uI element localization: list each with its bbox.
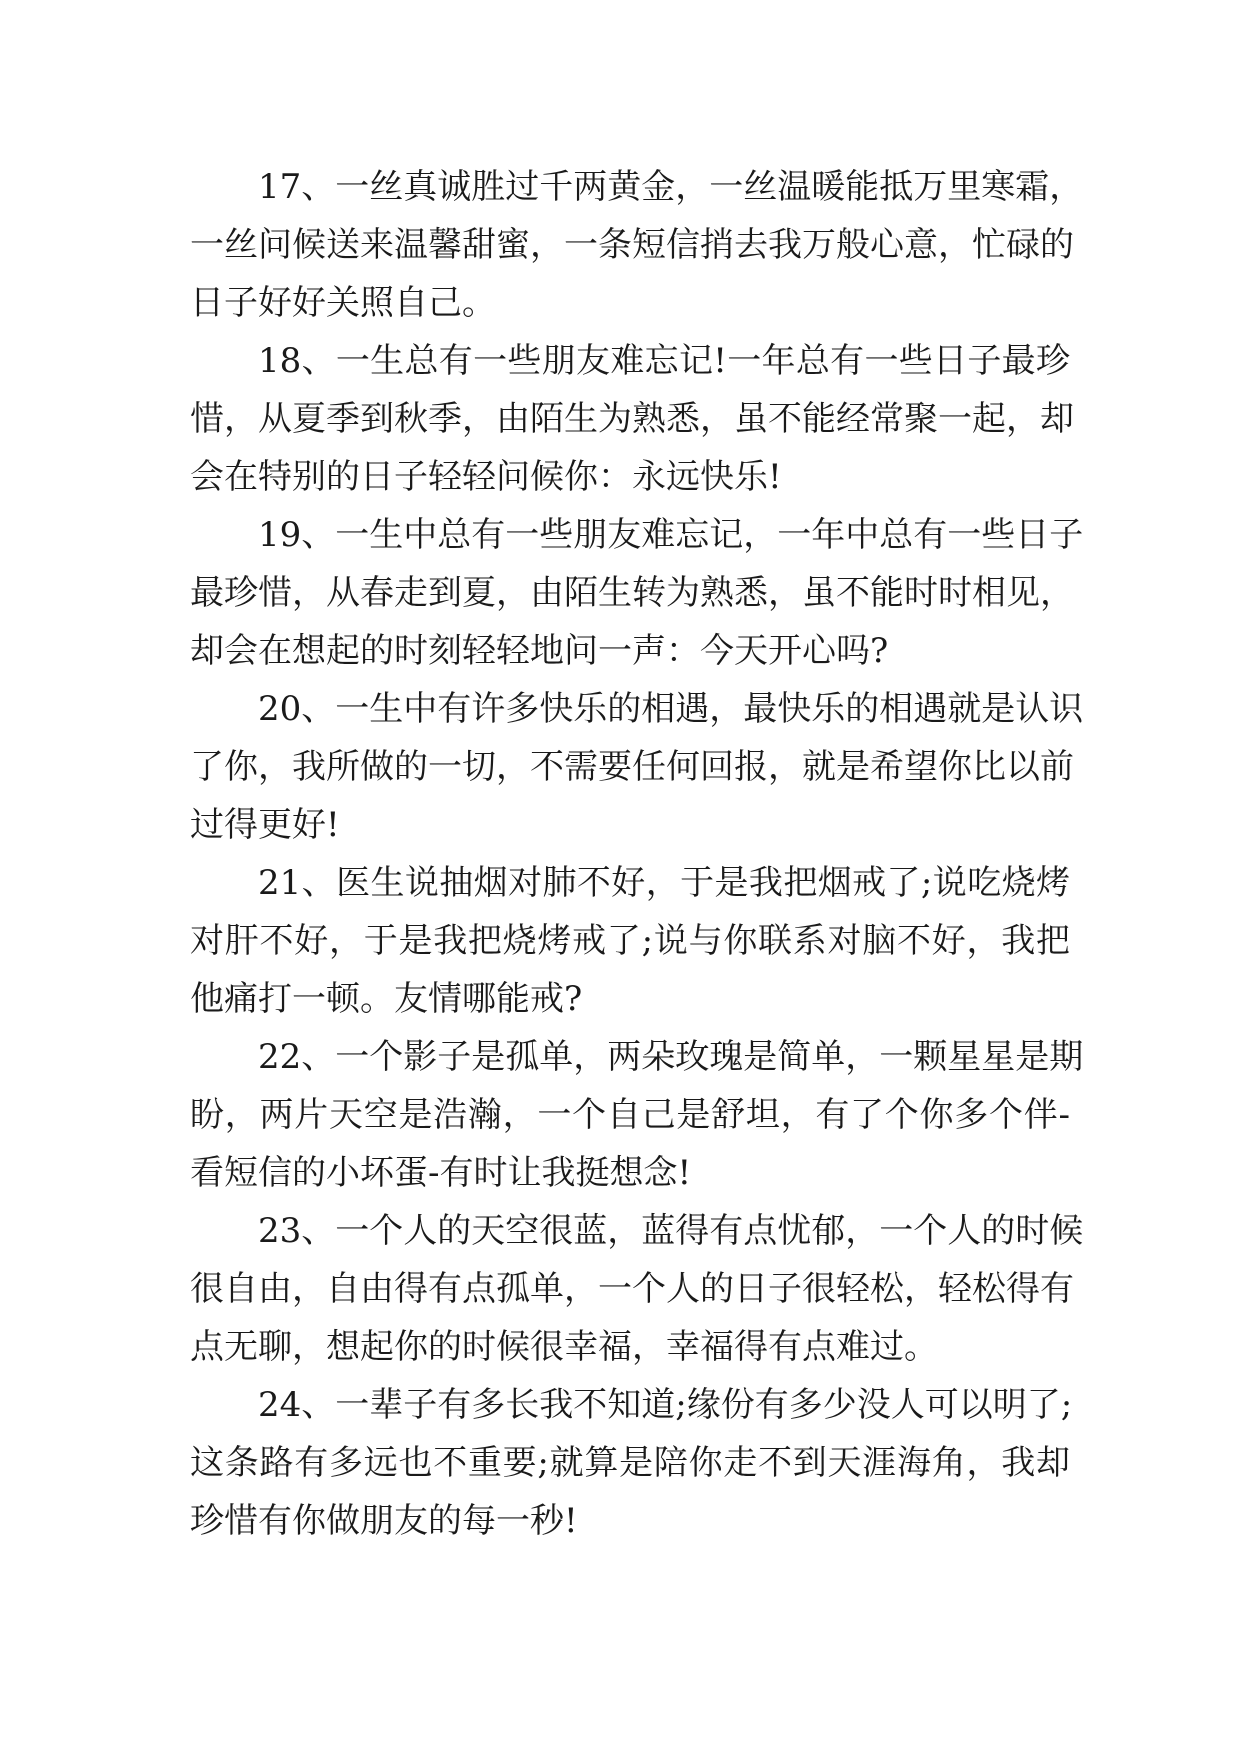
text-line: 珍惜有你做朋友的每一秒! (190, 1501, 578, 1541)
paragraph-21 (190, 854, 1070, 1028)
paragraph-17 (190, 158, 1084, 332)
text-line: 一丝问候送来温馨甜蜜，一条短信捎去我万般心意，忙碌的 (190, 225, 1074, 265)
text-line: 24、一辈子有多长我不知道;缘份有多少没人可以明了; (258, 1385, 1073, 1425)
paragraph-23 (190, 1202, 1084, 1376)
text-line: 21、医生说抽烟对肺不好，于是我把烟戒了;说吃烧烤 (258, 863, 1070, 903)
text-line: 点无聊，想起你的时候很幸福，幸福得有点难过。 (190, 1327, 938, 1367)
text-line: 19、一生中总有一些朋友难忘记，一年中总有一些日子 (258, 515, 1084, 555)
text-line: 会在特别的日子轻轻问候你：永远快乐! (190, 457, 782, 497)
paragraph-22 (190, 1028, 1084, 1202)
text-line: 日子好好关照自己。 (190, 283, 496, 323)
text-line: 22、一个影子是孤单，两朵玫瑰是简单，一颗星星是期 (258, 1037, 1084, 1077)
text-line: 过得更好! (190, 805, 340, 845)
text-line: 盼，两片天空是浩瀚，一个自己是舒坦，有了个你多个伴- (190, 1095, 1070, 1135)
paragraph-18 (190, 332, 1074, 506)
text-line: 了你，我所做的一切，不需要任何回报，就是希望你比以前 (190, 747, 1074, 787)
text-line: 却会在想起的时刻轻轻地问一声：今天开心吗? (190, 631, 889, 671)
text-line: 他痛打一顿。友情哪能戒? (190, 979, 583, 1019)
text-line: 这条路有多远也不重要;就算是陪你走不到天涯海角，我却 (190, 1443, 1071, 1483)
text-line: 惜，从夏季到秋季，由陌生为熟悉，虽不能经常聚一起，却 (190, 399, 1074, 439)
paragraph-20 (190, 680, 1084, 854)
text-line: 很自由，自由得有点孤单，一个人的日子很轻松，轻松得有 (190, 1269, 1074, 1309)
text-line: 18、一生总有一些朋友难忘记!一年总有一些日子最珍 (258, 341, 1070, 381)
text-line: 对肝不好，于是我把烧烤戒了;说与你联系对脑不好，我把 (190, 921, 1070, 961)
text-line: 20、一生中有许多快乐的相遇，最快乐的相遇就是认识 (258, 689, 1084, 729)
text-line: 17、一丝真诚胜过千两黄金，一丝温暖能抵万里寒霜， (258, 167, 1084, 207)
text-line: 最珍惜，从春走到夏，由陌生转为熟悉，虽不能时时相见， (190, 573, 1074, 613)
text-line: 看短信的小坏蛋-有时让我挺想念! (190, 1153, 692, 1193)
document-body (190, 158, 1084, 1550)
text-line: 23、一个人的天空很蓝，蓝得有点忧郁，一个人的时候 (258, 1211, 1084, 1251)
paragraph-24 (190, 1376, 1073, 1550)
paragraph-19 (190, 506, 1084, 680)
